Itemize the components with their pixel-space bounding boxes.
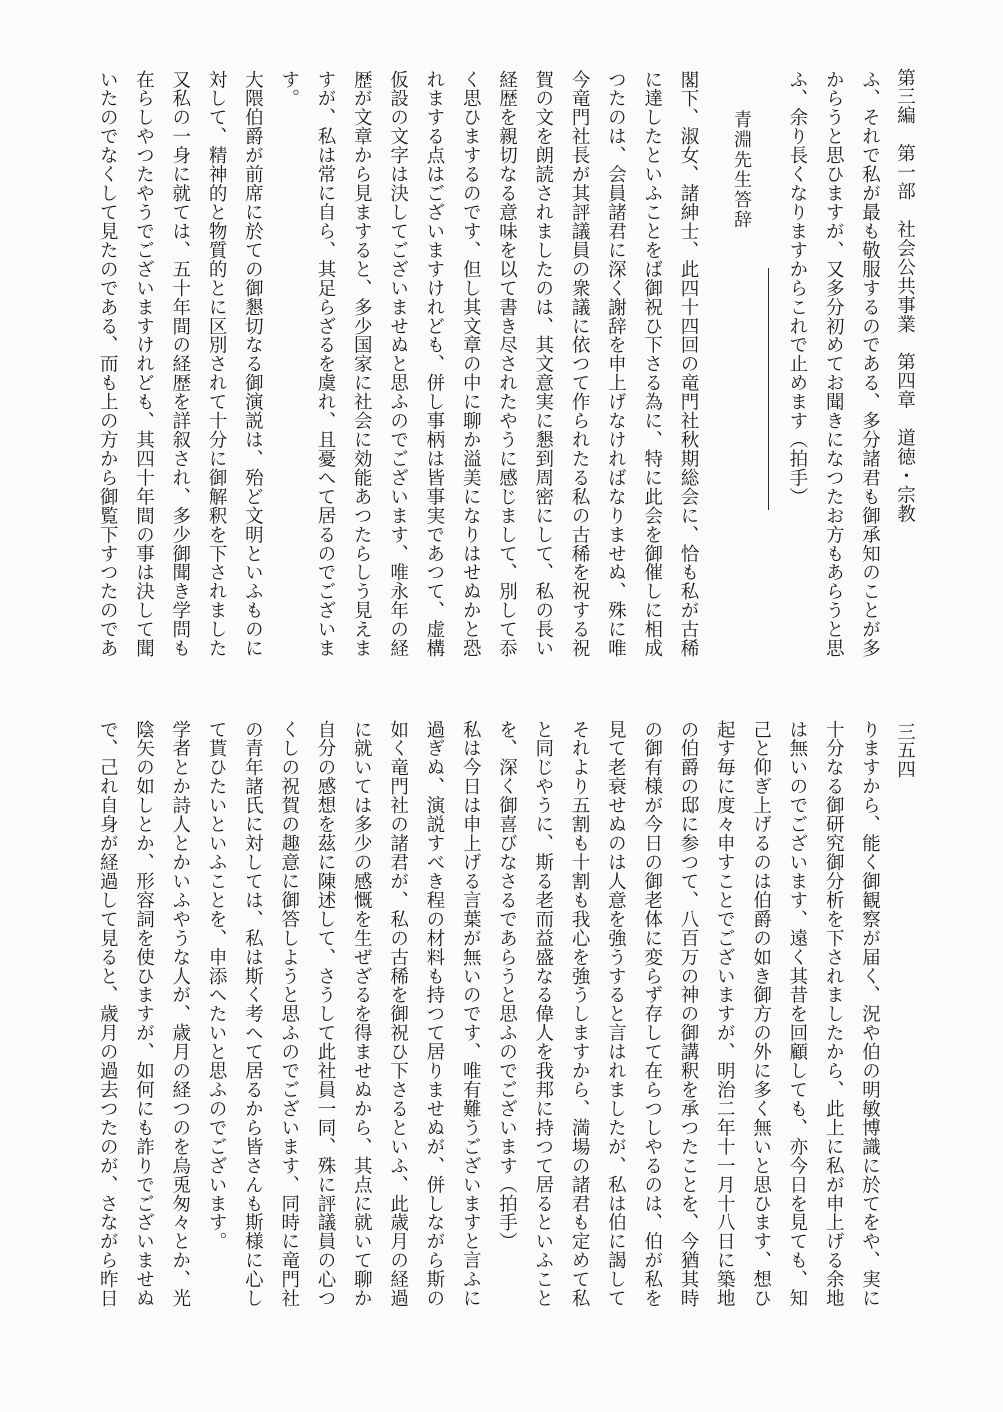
section-title: 青淵先生答辞 bbox=[731, 110, 752, 230]
text-line: 賀の文を朗読されましたのは、其文意実に懇到周密にして、私の長い bbox=[532, 70, 554, 658]
page-number: 三五四 bbox=[894, 722, 916, 779]
text-line: に就いては多少の感慨を生ぜざるを得ませぬから、其点に就いて聊か bbox=[351, 720, 373, 1308]
text-line: は無いのでございます、遠く其昔を回顧しても、亦今日を見ても、知 bbox=[786, 720, 808, 1308]
text-line: ふ、それで私が最も敬服するのである、多分諸君も御承知のことが多 bbox=[859, 70, 881, 658]
text-line: 在らしやつたやうでございますけれども、其四十年間の事は決して聞 bbox=[133, 70, 155, 658]
text-line: いたのでなくして見たのである、而も上の方から御覧下すつたのであ bbox=[97, 70, 119, 658]
text-line: 己と仰ぎ上げるのは伯爵の如き御方の外に多く無いと思ひます、想ひ bbox=[750, 720, 772, 1308]
text-line: 如く竜門社の諸君が、私の古稀を御祝ひ下さるといふ、此歳月の経過 bbox=[387, 720, 409, 1308]
text-line: すが、私は常に自ら、其足らざるを虞れ、且憂へて居るのでございま bbox=[315, 70, 336, 658]
text-line: ふ、余り長くなりますからこれで止めます（拍手） bbox=[786, 70, 808, 507]
text-line: りますから、能く御観察が届く、況や伯の明敏博識に於てをや、実に bbox=[859, 720, 881, 1308]
text-line: 十分なる御研究御分析を下されましたから、此上に私が申上げる余地 bbox=[823, 720, 845, 1308]
text-line: 歴が文章から見ますると、多少国家に社会に効能あつたらしう見えま bbox=[351, 70, 373, 658]
text-line: 自分の感想を茲に陳述して、さうして此社員一同、殊に評議員の心つ bbox=[315, 720, 336, 1308]
text-line: くしの祝賀の趣意に御答しようと思ふのでございます、同時に竜門社 bbox=[278, 720, 300, 1308]
text-line: く思ひまするのです、但し其文章の中に聊か溢美になりはせぬかと恐 bbox=[460, 70, 482, 658]
text-line: れまする点はございますけれども、併し事柄は皆事実であつて、虚構 bbox=[423, 70, 445, 658]
text-line: の青年諸氏に対しては、私は斯く考へて居るから皆さんも斯様に心し bbox=[242, 720, 264, 1308]
text-line: と同じやうに、斯る老而益盛なる偉人を我邦に持つて居るといふこと bbox=[532, 720, 554, 1308]
text-line: の伯爵の邸に参つて、八百万の神の御講釈を承つたことを、今猶其時 bbox=[678, 720, 699, 1308]
text-line: す。 bbox=[278, 70, 300, 108]
text-line: 経歴を親切なる意味を以て書き尽されたやうに感じまして、別して忝 bbox=[496, 70, 518, 658]
running-head: 第三編 第一部 社会公共事業 第四章 道徳・宗教 bbox=[894, 68, 916, 524]
text-line: を、深く御喜びなさるであらうと思ふのでございます（拍手） bbox=[496, 720, 518, 1251]
text-line: 過ぎぬ、演説すべき程の材料も持つて居りませぬが、併しながら斯の bbox=[423, 720, 445, 1308]
text-line: それより五割も十割も我心を強うしますから、満場の諸君も定めて私 bbox=[569, 720, 591, 1308]
text-line: 見て老衰せぬのは人意を強うすると言はれましたが、私は伯に謁して bbox=[605, 720, 627, 1308]
section-divider-rule bbox=[768, 268, 769, 510]
text-line: て貰ひたいといふことを、申添へたいと思ふのでございます。 bbox=[206, 720, 228, 1251]
text-line: 仮設の文字は決してございませぬと思ふのでございます、唯永年の経 bbox=[387, 70, 409, 658]
text-line: 学者とか詩人とかいふやうな人が、歳月の経つのを烏兎匆々とか、光 bbox=[169, 720, 191, 1308]
text-line: 又私の一身に就ては、五十年間の経歴を詳叙され、多少御聞き学問も bbox=[169, 70, 191, 658]
text-line: 起す毎に度々申すことでございますが、明治二年十一月十八日に築地 bbox=[714, 720, 736, 1308]
text-line: 陰矢の如しとか、形容詞を使ひますが、如何にも詐りでございませぬ bbox=[133, 720, 155, 1308]
text-line: に達したといふことをば御祝ひ下さる為に、特に此会を御催しに相成 bbox=[641, 70, 663, 658]
text-line: 私は今日は申上げる言葉が無いのです、唯有難うございますと言ふに bbox=[460, 720, 482, 1308]
text-line: 対して、精神的と物質的とに区別されて十分に御解釈を下されました bbox=[206, 70, 228, 658]
text-line: 今竜門社長が其評議員の衆議に依つて作られたる私の古稀を祝する祝 bbox=[569, 70, 591, 658]
text-line: からうと思ひますが、又多分初めてお聞きになつたお方もあらうと思 bbox=[823, 70, 845, 658]
text-line: つたのは、会員諸君に深く謝辞を申上げなければなりませぬ、殊に唯 bbox=[605, 70, 627, 658]
text-line: 閣下、淑女、諸紳士、此四十四回の竜門社秋期総会に、恰も私が古稀 bbox=[678, 70, 699, 658]
text-line: 大隈伯爵が前席に於ての御懇切なる御演説は、殆ど文明といふものに bbox=[242, 70, 264, 658]
text-line: の御有様が今日の御老体に変らず存して在らつしやるのは、伯が私を bbox=[641, 720, 663, 1308]
text-line: で、己れ自身が経過して見ると、歳月の過去つたのが、さながら昨日 bbox=[97, 720, 119, 1308]
